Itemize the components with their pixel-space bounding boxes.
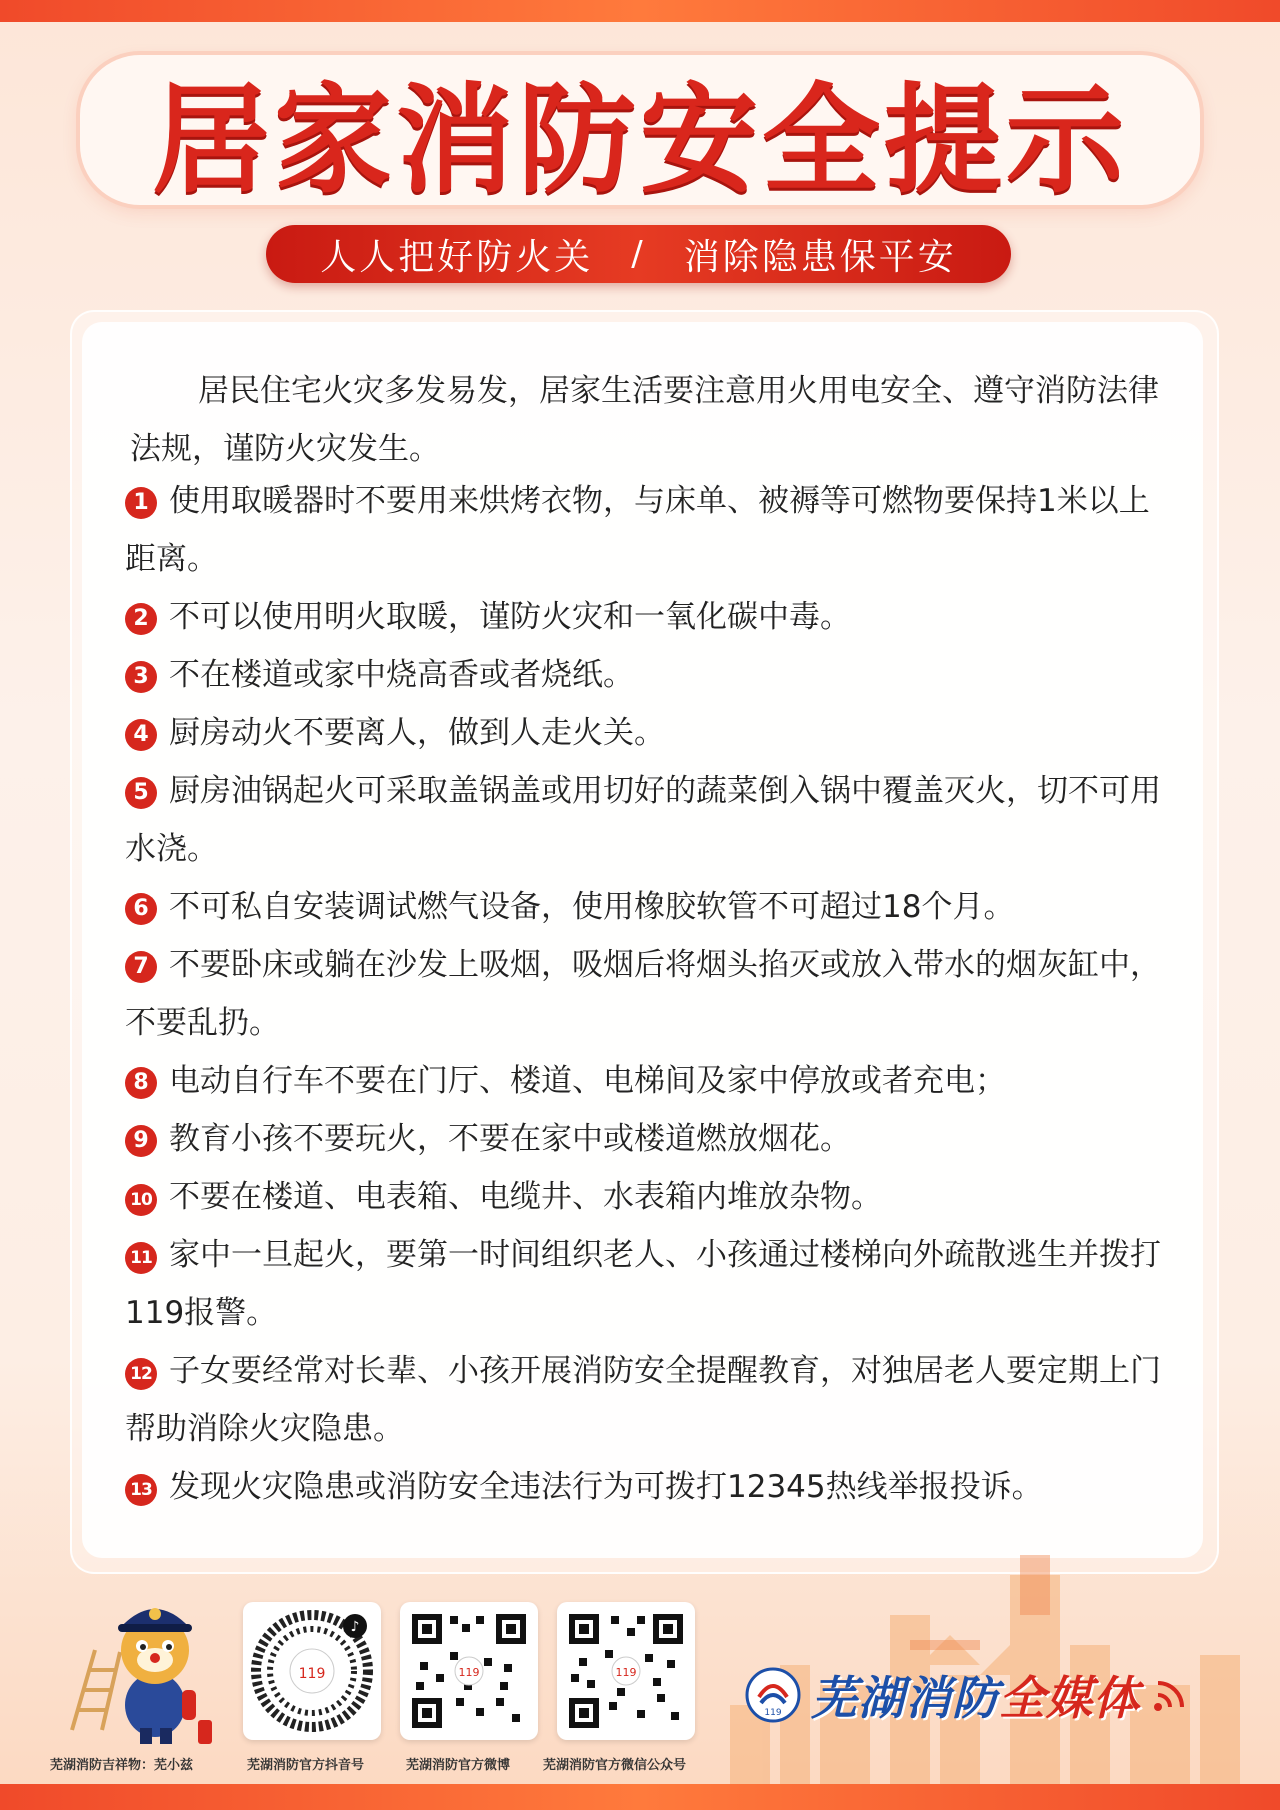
intro-paragraph: 居民住宅火灾多发易发，居家生活要注意用火用电安全、遵守消防法律法规，谨防火灾发生。	[130, 373, 1159, 467]
tip-number-badge: 4	[125, 719, 157, 751]
tip-text: 厨房油锅起火可采取盖锅盖或用切好的蔬菜倒入锅中覆盖灭火，切不可用水浇。	[125, 773, 1161, 867]
tip-text: 不要卧床或躺在沙发上吸烟，吸烟后将烟头掐灭或放入带水的烟灰缸中，不要乱扔。	[125, 947, 1161, 1041]
qr-douyin-code-icon	[243, 1602, 381, 1740]
tip-item	[125, 704, 1165, 762]
bottom-band	[0, 1784, 1280, 1810]
qr-douyin[interactable]	[243, 1602, 381, 1740]
tip-item	[125, 1226, 1165, 1342]
emblem-badge: 119	[764, 1708, 782, 1718]
qr-douyin-badge: 119	[298, 1666, 326, 1682]
tip-text: 不可私自安装调试燃气设备，使用橡胶软管不可超过18个月。	[169, 889, 1015, 925]
caption-douyin: 芜湖消防官方抖音号	[247, 1758, 365, 1773]
caption-mascot: 芜湖消防吉祥物：芜小兹	[50, 1758, 194, 1773]
qr-weibo[interactable]	[400, 1602, 538, 1740]
tip-item	[125, 762, 1165, 878]
tip-text: 不在楼道或家中烧高香或者烧纸。	[169, 657, 634, 693]
qr-wechat-badge: 119	[615, 1666, 637, 1679]
slogan-separator: /	[631, 234, 646, 274]
brand-name-red: 全媒体	[999, 1671, 1140, 1725]
brand-name-blue: 芜湖消防	[811, 1671, 999, 1725]
qr-weibo-badge: 119	[458, 1666, 480, 1679]
slogan-banner	[266, 225, 1011, 283]
caption-wechat: 芜湖消防官方微信公众号	[543, 1758, 687, 1773]
tip-text: 使用取暖器时不要用来烘烤衣物，与床单、被褥等可燃物要保持1米以上距离。	[125, 483, 1150, 577]
tip-text: 不可以使用明火取暖，谨防火灾和一氧化碳中毒。	[169, 599, 851, 635]
tip-number-badge: 5	[125, 777, 157, 809]
tip-number-badge: 9	[125, 1125, 157, 1157]
qr-wechat-code-icon	[557, 1602, 695, 1740]
tip-number-badge: 2	[125, 603, 157, 635]
broadcast-signal-icon	[1150, 1675, 1190, 1715]
tip-item	[125, 1168, 1165, 1226]
tip-number-badge: 10	[125, 1184, 157, 1216]
mascot-image	[50, 1580, 220, 1750]
svg-text:♪: ♪	[350, 1619, 360, 1635]
page-title: 居家消防安全提示	[151, 71, 1128, 209]
top-band	[0, 0, 1280, 22]
tip-number-badge: 3	[125, 661, 157, 693]
tip-text: 不要在楼道、电表箱、电缆井、水表箱内堆放杂物。	[169, 1179, 882, 1215]
tip-text: 电动自行车不要在门厅、楼道、电梯间及家中停放或者充电；	[169, 1063, 1006, 1099]
brand-logo	[745, 1665, 1190, 1725]
tip-text: 厨房动火不要离人，做到人走火关。	[169, 715, 665, 751]
tip-item	[125, 936, 1165, 1052]
tip-item	[125, 646, 1165, 704]
tip-item	[125, 588, 1165, 646]
tip-item	[125, 1110, 1165, 1168]
tip-text: 子女要经常对长辈、小孩开展消防安全提醒教育，对独居老人要定期上门帮助消除火灾隐患。	[125, 1353, 1161, 1447]
tip-item	[125, 1052, 1165, 1110]
tip-text: 教育小孩不要玩火，不要在家中或楼道燃放烟花。	[169, 1121, 851, 1157]
tip-number-badge: 6	[125, 893, 157, 925]
tip-number-badge: 12	[125, 1358, 157, 1390]
fire-department-emblem-icon	[745, 1667, 801, 1723]
slogan-left: 人人把好防火关	[320, 236, 594, 278]
tip-text: 家中一旦起火，要第一时间组织老人、小孩通过楼梯向外疏散逃生并拨打119报警。	[125, 1237, 1161, 1331]
brand-name	[811, 1662, 1140, 1728]
tip-number-badge: 7	[125, 951, 157, 983]
tip-number-badge: 13	[125, 1474, 157, 1506]
slogan-right: 消除隐患保平安	[683, 236, 957, 278]
tip-text: 发现火灾隐患或消防安全违法行为可拨打12345热线举报投诉。	[169, 1469, 1043, 1505]
tip-item	[125, 1458, 1165, 1516]
qr-weibo-code-icon	[400, 1602, 538, 1740]
tip-number-badge: 11	[125, 1242, 157, 1274]
tip-item	[125, 1342, 1165, 1458]
caption-weibo: 芜湖消防官方微博	[406, 1758, 511, 1773]
tip-item	[125, 878, 1165, 936]
tip-number-badge: 1	[125, 487, 157, 519]
tip-item	[125, 472, 1165, 588]
qr-wechat[interactable]	[557, 1602, 695, 1740]
tips-list	[125, 472, 1165, 1516]
tip-number-badge: 8	[125, 1067, 157, 1099]
